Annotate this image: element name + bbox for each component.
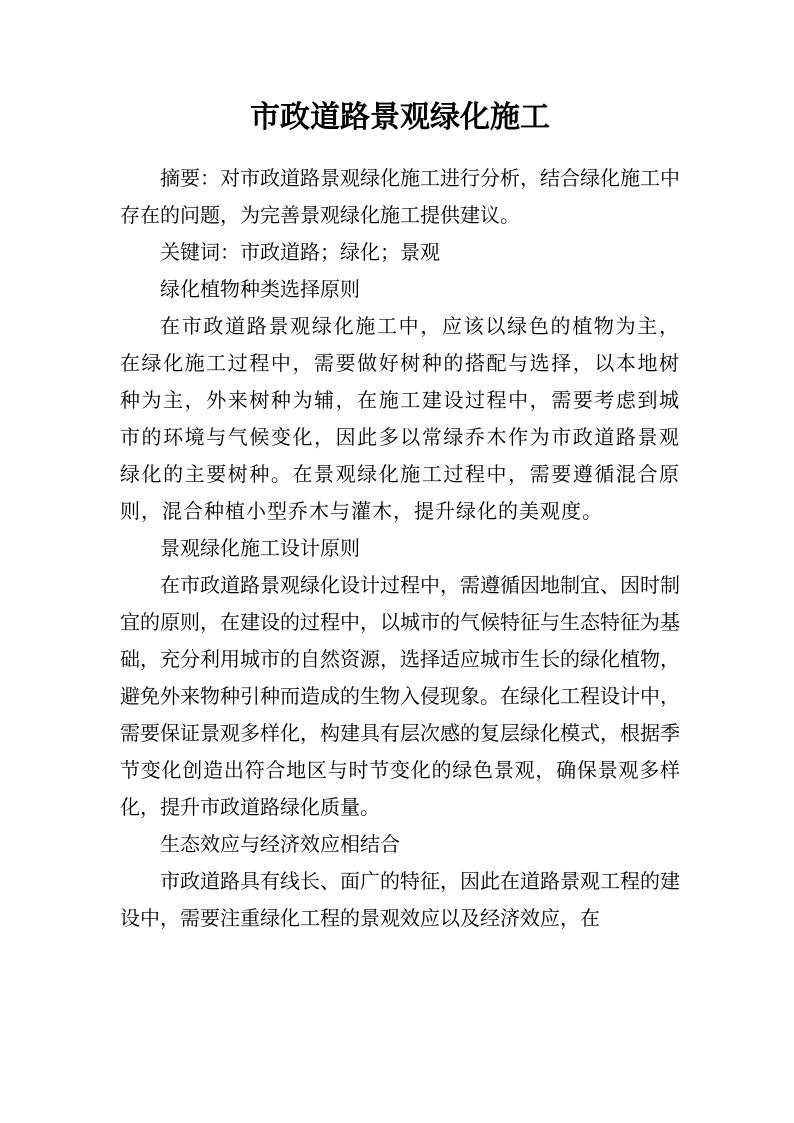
abstract-paragraph: 摘要：对市政道路景观绿化施工进行分析，结合绿化施工中存在的问题，为完善景观绿化施工提供建议。 (120, 166, 680, 227)
section-heading-2: 景观绿化施工设计原则 (160, 536, 360, 560)
section-heading-3: 生态效应与经济效应相结合 (160, 832, 400, 856)
section-paragraph-3: 市政道路具有线长、面广的特征，因此在道路景观工程的建设中，需要注重绿化工程的景观效应以及经济效应，在 (120, 869, 680, 930)
document-content (120, 96, 680, 937)
document-title: 市政道路景观绿化施工 (250, 100, 550, 135)
section-heading-1: 绿化植物种类选择原则 (160, 277, 360, 301)
section-paragraph-2: 在市政道路景观绿化设计过程中，需遵循因地制宜、因时制宜的原则，在建设的过程中，以城市的气候特征与生态特征为基础，充分利用城市的自然资源，选择适应城市生长的绿化植物，避免外来物种引种而造成的生物入侵现象。在绿化工程设计中，需要保证景观多样化，构建具有层次感的复层绿化模式，根据季节变化创造出符合地区与时节变化的绿色景观，确保景观多样化，提升市政道路绿化质量。 (120, 573, 680, 819)
keywords-line: 关键词：市政道路；绿化；景观 (160, 240, 440, 264)
section-paragraph-1: 在市政道路景观绿化施工中，应该以绿色的植物为主，在绿化施工过程中，需要做好树种的搭配与选择，以本地树种为主，外来树种为辅，在施工建设过程中，需要考虑到城市的环境与气候变化，因此多以常绿乔木作为市政道路景观绿化的主要树种。在景观绿化施工过程中，需要遵循混合原则，混合种植小型乔木与灌木，提升绿化的美观度。 (120, 314, 680, 523)
